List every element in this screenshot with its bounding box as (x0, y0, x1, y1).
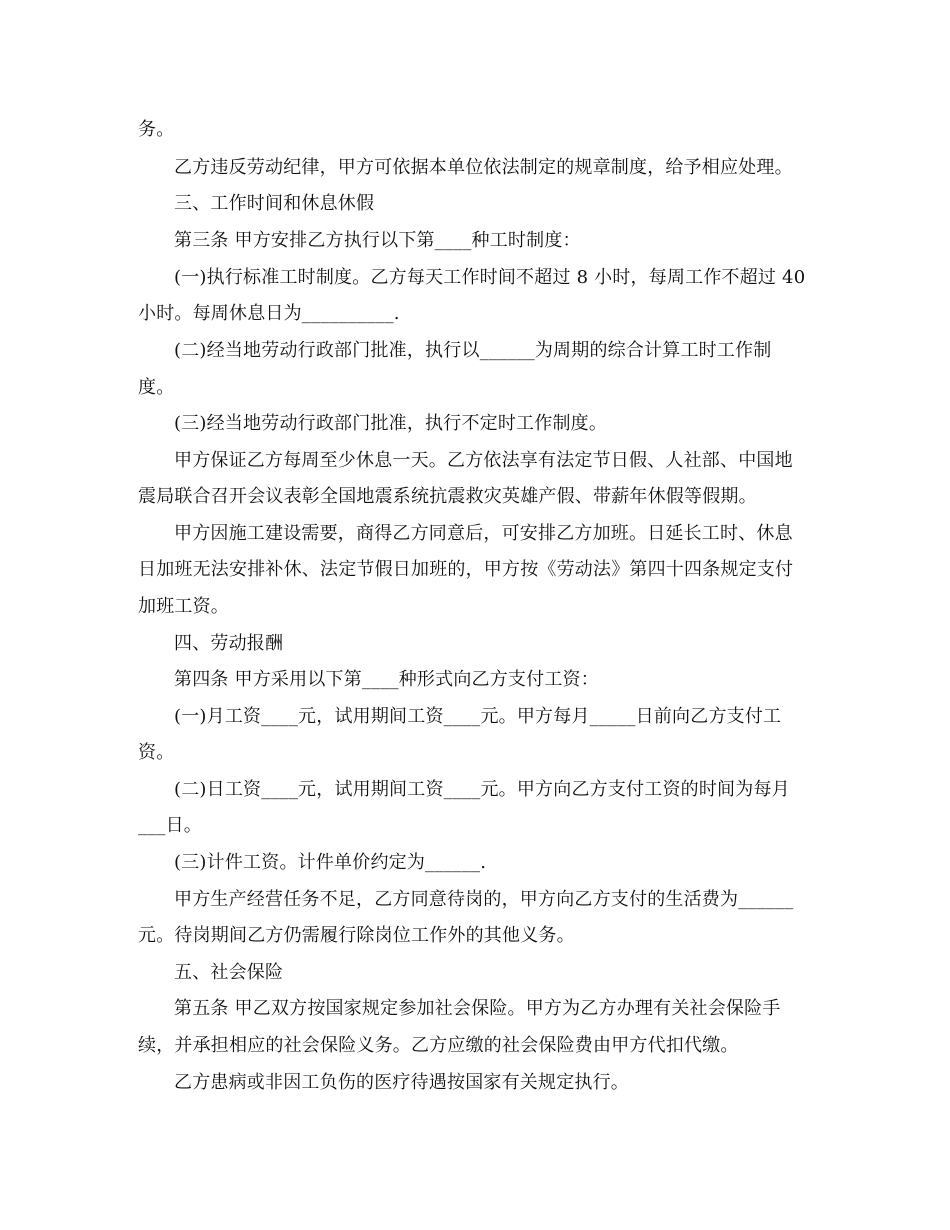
text-line: (三)经当地劳动行政部门批准，执行不定时工作制度。 (174, 413, 608, 434)
text-line: 乙方患病或非因工负伤的医疗待遇按国家有关规定执行。 (174, 1072, 629, 1093)
text-line: 加班工资。 (138, 596, 229, 617)
text-line: 乙方违反劳动纪律，甲方可依据本单位依法制定的规章制度，给予相应处理。 (174, 157, 793, 178)
text-line: 资。 (138, 742, 175, 763)
text-line: (二)日工资____元，试用期间工资____元。甲方向乙方支付工资的时间为每月 (174, 779, 790, 800)
section-heading: 五、社会保险 (174, 962, 284, 983)
text-line: (一)月工资____元，试用期间工资____元。甲方每月_____日前向乙方支付工 (174, 706, 782, 727)
text-line: 震局联合召开会议表彰全国地震系统抗震救灾英雄产假、带薪年休假等假期。 (138, 486, 757, 507)
text-line: 甲方生产经营任务不足，乙方同意待岗的，甲方向乙方支付的生活费为______ (174, 889, 794, 910)
text-line: 甲方保证乙方每周至少休息一天。乙方依法享有法定节日假、人社部、中国地 (174, 450, 793, 471)
text-line: 日加班无法安排补休、法定节假日加班的，甲方按《劳动法》第四十四条规定支付 (138, 559, 794, 580)
text-line: 务。 (138, 119, 175, 140)
text-line: 度。 (138, 377, 175, 398)
text-line: 第三条 甲方安排乙方执行以下第____种工时制度： (174, 230, 581, 251)
text-line: (二)经当地劳动行政部门批准，执行以______为周期的综合计算工时工作制 (174, 340, 772, 361)
text-line: 小时。每周休息日为__________. (138, 303, 400, 324)
text-line: 元。待岗期间乙方仍需履行除岗位工作外的其他义务。 (138, 925, 575, 946)
text-line: 第四条 甲方采用以下第____种形式向乙方支付工资： (174, 669, 599, 690)
section-heading: 四、劳动报酬 (174, 633, 284, 654)
text-line: 甲方因施工建设需要，商得乙方同意后，可安排乙方加班。日延长工时、休息 (174, 523, 793, 544)
text-line: (一)执行标准工时制度。乙方每天工作时间不超过 8 小时，每周工作不超过 40 (174, 267, 806, 288)
text-line: 第五条 甲乙双方按国家规定参加社会保险。甲方为乙方办理有关社会保险手 (174, 998, 781, 1019)
text-line: (三)计件工资。计件单价约定为______. (174, 852, 487, 873)
text-line: ___日。 (138, 815, 202, 836)
text-line: 续，并承担相应的社会保险义务。乙方应缴的社会保险费由甲方代扣代缴。 (138, 1035, 739, 1056)
section-heading: 三、工作时间和休息休假 (174, 193, 375, 214)
